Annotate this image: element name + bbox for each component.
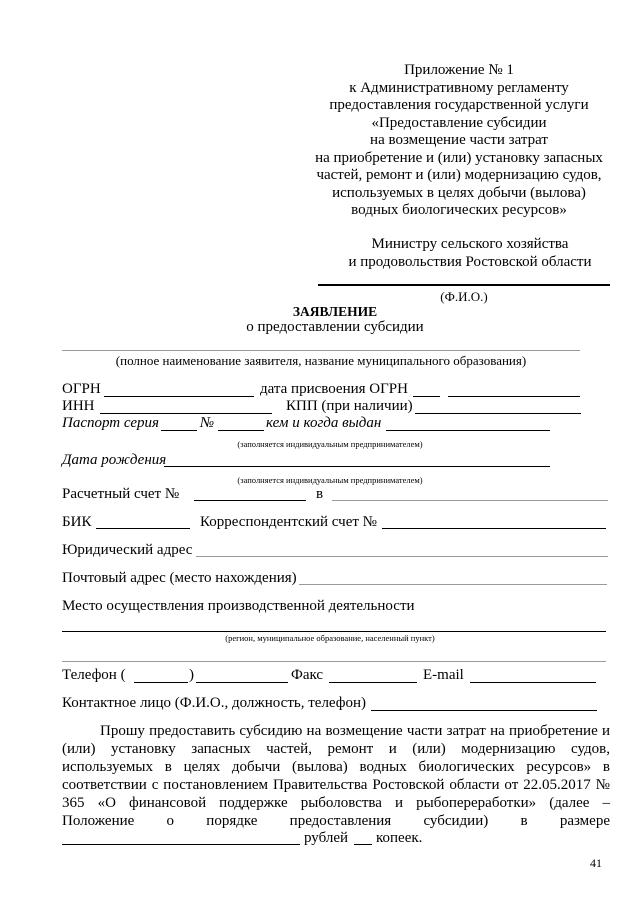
email-input-line[interactable]	[470, 682, 596, 683]
passport-number-line[interactable]	[218, 430, 264, 431]
ogrn-date-line[interactable]	[448, 396, 580, 397]
email-label: E-mail	[423, 667, 464, 683]
account-bank-line[interactable]	[332, 500, 608, 501]
paragraph-line: (или) установку запасных частей, ремонт и (или) модернизацию судов,	[62, 741, 610, 757]
appendix-line: используемых в целях добычи (вылова)	[332, 184, 586, 201]
production-place-label: Место осуществления производственной деятельности	[62, 598, 415, 614]
separator-line	[62, 661, 606, 662]
legal-address-label: Юридический адрес	[62, 542, 193, 558]
passport-number-label: №	[200, 415, 215, 431]
fio-caption: (Ф.И.О.)	[440, 289, 488, 304]
corr-account-line[interactable]	[382, 528, 606, 529]
account-bank-label: в	[316, 486, 324, 502]
corr-account-label: Корреспондентский счет №	[200, 514, 377, 530]
contact-person-label: Контактное лицо (Ф.И.О., должность, телефон)	[62, 695, 367, 711]
ogrn-date-label: дата присвоения ОГРН	[260, 381, 408, 397]
contact-person-line[interactable]	[371, 710, 597, 711]
request-paragraph	[62, 722, 610, 830]
amount-rubles-line[interactable]	[62, 844, 300, 845]
account-label: Расчетный счет №	[62, 486, 180, 502]
passport-issued-label: кем и когда выдан	[266, 415, 382, 431]
appendix-header	[300, 62, 618, 220]
legal-address-line[interactable]	[196, 556, 608, 557]
paragraph-line: Положение о порядке предоставления субсидии) в размере	[62, 813, 610, 829]
appendix-line: на приобретение и (или) установку запасных	[315, 149, 603, 166]
fax-label: Факс	[291, 667, 324, 683]
phone-number-line[interactable]	[196, 682, 288, 683]
amount-rubles-label: рублей	[304, 830, 349, 846]
kpp-label: КПП (при наличии)	[286, 398, 413, 414]
appendix-line: водных биологических ресурсов»	[351, 202, 567, 218]
addressee-block	[322, 236, 618, 271]
passport-issued-line[interactable]	[386, 430, 550, 431]
ogrn-input-line[interactable]	[104, 396, 254, 397]
entrepreneur-note: (заполняется индивидуальным предпринимателем)	[237, 475, 423, 485]
appendix-line: на возмещение части затрат	[370, 132, 548, 148]
region-caption: (регион, муниципальное образование, населенный пункт)	[225, 633, 435, 643]
ogrn-date-day-line[interactable]	[413, 396, 440, 397]
applicant-caption: (полное наименование заявителя, название муниципального образования)	[115, 353, 527, 368]
kpp-input-line[interactable]	[415, 413, 581, 414]
paragraph-line: соответствии с постановлением Правительства Ростовской области от 22.05.2017 №	[62, 777, 610, 793]
entrepreneur-note: (заполняется индивидуальным предпринимателем)	[237, 439, 423, 449]
bik-input-line[interactable]	[96, 528, 190, 529]
passport-series-line[interactable]	[161, 430, 197, 431]
applicant-name-line[interactable]	[62, 350, 580, 351]
appendix-line: к Административному регламенту	[349, 79, 569, 96]
phone-close-paren: )	[189, 667, 194, 683]
bik-label: БИК	[62, 514, 92, 530]
page-number: 41	[590, 856, 602, 870]
production-place-line[interactable]	[62, 631, 606, 632]
document-subtitle: о предоставлении субсидии	[246, 319, 424, 335]
account-number-line[interactable]	[194, 500, 306, 501]
birth-date-label: Дата рождения	[62, 452, 167, 468]
paragraph-line: 365 «О финансовой поддержке рыболовства и рыбопереработки» (далее –	[62, 795, 610, 811]
fax-input-line[interactable]	[329, 682, 417, 683]
passport-series-label: Паспорт серия	[62, 415, 159, 431]
inn-label: ИНН	[62, 398, 95, 414]
appendix-line: Приложение № 1	[404, 62, 514, 78]
addressee-fio-line[interactable]	[318, 284, 610, 286]
appendix-line: предоставления государственной услуги	[329, 97, 589, 113]
ogrn-label: ОГРН	[62, 381, 101, 397]
birth-date-line[interactable]	[164, 466, 550, 467]
inn-input-line[interactable]	[100, 413, 272, 414]
postal-address-label: Почтовый адрес (место нахождения)	[62, 570, 297, 586]
appendix-line: частей, ремонт и (или) модернизацию судов,	[316, 167, 602, 183]
addressee-line: и продовольствия Ростовской области	[348, 253, 592, 270]
paragraph-line: Прошу предоставить субсидию на возмещение части затрат на приобретение и	[100, 723, 610, 739]
postal-address-line[interactable]	[299, 584, 607, 585]
document-title: ЗАЯВЛЕНИЕ	[292, 304, 378, 319]
amount-kopecks-line[interactable]	[354, 844, 372, 845]
amount-kopecks-label: копеек.	[376, 830, 423, 846]
addressee-line: Министру сельского хозяйства	[371, 236, 569, 252]
phone-code-line[interactable]	[134, 682, 188, 683]
paragraph-line: используемых в целях добычи (вылова) водных биологических ресурсов» в	[62, 759, 610, 775]
appendix-line: «Предоставление субсидии	[371, 114, 547, 131]
phone-label: Телефон (	[62, 667, 126, 683]
